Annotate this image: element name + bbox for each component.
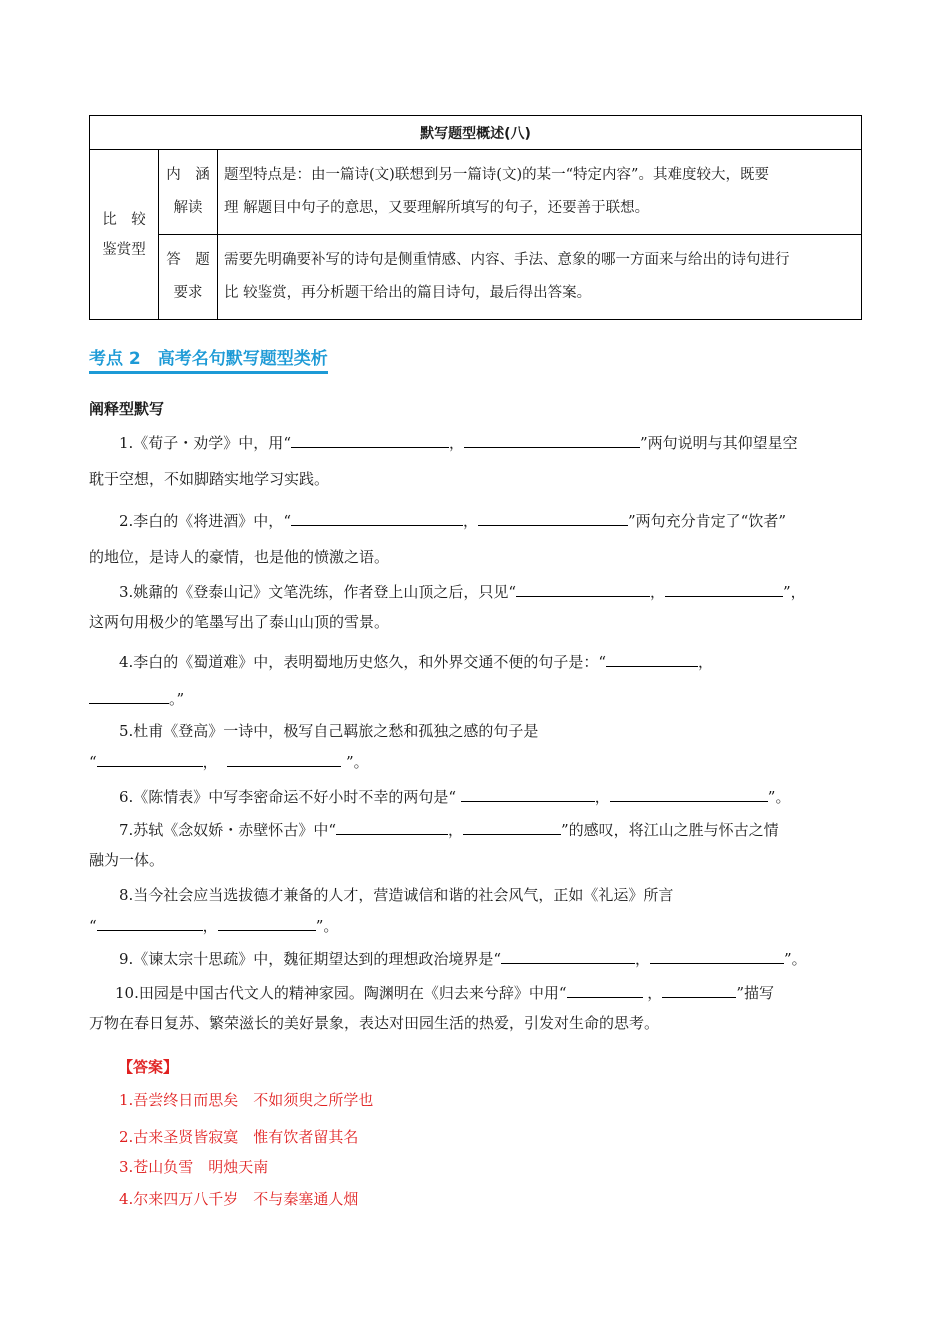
question-10-cont: 万物在春日复苏、繁荣滋长的美好景象，表达对田园生活的热爱，引发对生命的思考。: [89, 1014, 660, 1032]
answer-item: 3.苍山负雪 明烛天南: [119, 1158, 269, 1176]
question-text: ”。: [784, 950, 807, 968]
question-10: 10.田园是中国古代文人的精神家园。陶渊明在《归去来兮辞》中用“ ， ”描写: [89, 975, 861, 1011]
sub-line: 内 涵: [166, 167, 210, 183]
question-7-cont: 融为一体。: [89, 851, 165, 869]
question-text: 。”: [169, 690, 185, 708]
question-text: 5.杜甫《登高》一诗中，极写自己羁旅之愁和孤独之感的句子是: [119, 722, 539, 740]
question-text: ”。: [315, 917, 339, 935]
question-text: 6.《陈情表》中写李密命运不好小时不幸的两句是“: [119, 788, 456, 806]
answer-blank[interactable]: [291, 507, 463, 526]
desc-line: 需要先明确要补写的诗句是侧重情感、内容、手法、意象的哪一方面来与给出的诗句进行: [224, 252, 790, 268]
question-text: 3.姚鼐的《登泰山记》文笔洗练，作者登上山顶之后，只见“: [119, 583, 516, 601]
question-1-cont: 耽于空想，不如脚踏实地学习实践。: [89, 470, 330, 488]
answer-blank[interactable]: [464, 429, 640, 448]
question-text: ”两句充分肯定了“饮者”: [628, 512, 787, 530]
question-text: 7.苏轼《念奴娇・赤壁怀古》中“: [119, 821, 336, 839]
question-text: 4.李白的《蜀道难》中，表明蜀地历史悠久，和外界交通不便的句子是：“: [119, 653, 606, 671]
question-2: 2.李白的《将进酒》中，“ ， ”两句充分肯定了“饮者”: [89, 503, 861, 539]
answer-blank[interactable]: [650, 945, 784, 964]
question-1: 1.《荀子・劝学》中，用“ ， ”两句说明与其仰望星空: [89, 425, 861, 461]
sub-line: 答 题: [166, 252, 210, 268]
answer-blank[interactable]: [89, 685, 169, 704]
category-line-1: 比 较: [102, 211, 146, 228]
table-title: 默写题型概述(八): [90, 116, 862, 150]
answer-blank[interactable]: [606, 648, 698, 667]
question-text: ”。: [346, 753, 369, 771]
section-heading: 考点 2 高考名句默写题型类析: [89, 344, 328, 374]
answer-blank[interactable]: [291, 429, 449, 448]
answer-blank[interactable]: [610, 783, 768, 802]
overview-table: [89, 115, 862, 320]
sub-line: 要求: [173, 285, 203, 301]
answer-blank[interactable]: [478, 507, 628, 526]
question-4-cont: [89, 681, 861, 717]
answer-blank[interactable]: [662, 979, 736, 998]
question-8-cont: “ ， ”。: [89, 908, 861, 944]
answer-blank[interactable]: [97, 912, 203, 931]
answer-blank[interactable]: [516, 578, 650, 597]
question-9: 9.《谏太宗十思疏》中，魏征期望达到的理想政治境界是“ ， ”。: [89, 941, 861, 977]
answer-item: 1.吾尝终日而思矣 不如须臾之所学也: [119, 1091, 374, 1109]
desc-line: 理 解题目中句子的意思，又要理解所填写的句子，还要善于联想。: [224, 200, 650, 216]
table-desc-cell: [218, 150, 862, 235]
question-2-cont: 的地位，是诗人的豪情，也是他的愤激之语。: [89, 548, 390, 566]
question-text: ”描写: [736, 984, 774, 1002]
question-7: 7.苏轼《念奴娇・赤壁怀古》中“ ， ”的感叹，将江山之胜与怀古之情: [89, 812, 861, 848]
question-3: 3.姚鼐的《登泰山记》文笔洗练，作者登上山顶之后，只见“ ， ”，: [89, 574, 861, 610]
table-desc-cell: [218, 235, 862, 320]
question-3-cont: 这两句用极少的笔墨写出了泰山山顶的雪景。: [89, 613, 390, 631]
question-4: 4.李白的《蜀道难》中，表明蜀地历史悠久，和外界交通不便的句子是：“ ，: [89, 644, 861, 680]
answer-blank[interactable]: [336, 816, 448, 835]
answer-blank[interactable]: [218, 912, 316, 931]
answer-blank[interactable]: [227, 748, 341, 767]
question-text: ”两句说明与其仰望星空: [640, 434, 798, 452]
table-sub-cell: [159, 235, 218, 320]
answer-item: 2.古来圣贤皆寂寞 惟有饮者留其名: [119, 1128, 359, 1146]
answer-item: 4.尔来四万八千岁 不与秦塞通人烟: [119, 1190, 359, 1208]
answer-heading: 【答案】: [118, 1058, 179, 1076]
subsection-heading: 阐释型默写: [89, 400, 165, 418]
answer-blank[interactable]: [567, 979, 643, 998]
desc-line: 比 较鉴赏，再分析题干给出的篇目诗句，最后得出答案。: [224, 285, 592, 301]
question-text: 9.《谏太宗十思疏》中，魏征期望达到的理想政治境界是“: [119, 950, 501, 968]
question-text: ”。: [767, 788, 791, 806]
sub-line: 解读: [173, 200, 203, 216]
answer-blank[interactable]: [97, 748, 203, 767]
desc-line: 题型特点是：由一篇诗(文)联想到另一篇诗(文)的某一“特定内容”。其难度较大，既要: [224, 167, 769, 183]
question-text: 8.当今社会应当选拔德才兼备的人才，营造诚信和谐的社会风气，正如《礼运》所言: [119, 886, 674, 904]
question-text: 10.田园是中国古代文人的精神家园。陶渊明在《归去来兮辞》中用“: [115, 984, 567, 1002]
answer-blank[interactable]: [501, 945, 635, 964]
answer-blank[interactable]: [463, 816, 561, 835]
question-text: 1.《荀子・劝学》中，用“: [119, 434, 291, 452]
table-category-cell: [90, 150, 159, 320]
question-5-cont: “ ， ”。: [89, 744, 861, 780]
question-text: ”的感叹，将江山之胜与怀古之情: [561, 821, 779, 839]
question-text: ”，: [783, 583, 806, 601]
answer-blank[interactable]: [461, 783, 595, 802]
category-line-2: 鉴赏型: [102, 241, 146, 258]
question-6: 6.《陈情表》中写李密命运不好小时不幸的两句是“ ， ”。: [89, 779, 861, 815]
answer-blank[interactable]: [665, 578, 783, 597]
table-sub-cell: [159, 150, 218, 235]
question-text: 2.李白的《将进酒》中，“: [119, 512, 291, 530]
